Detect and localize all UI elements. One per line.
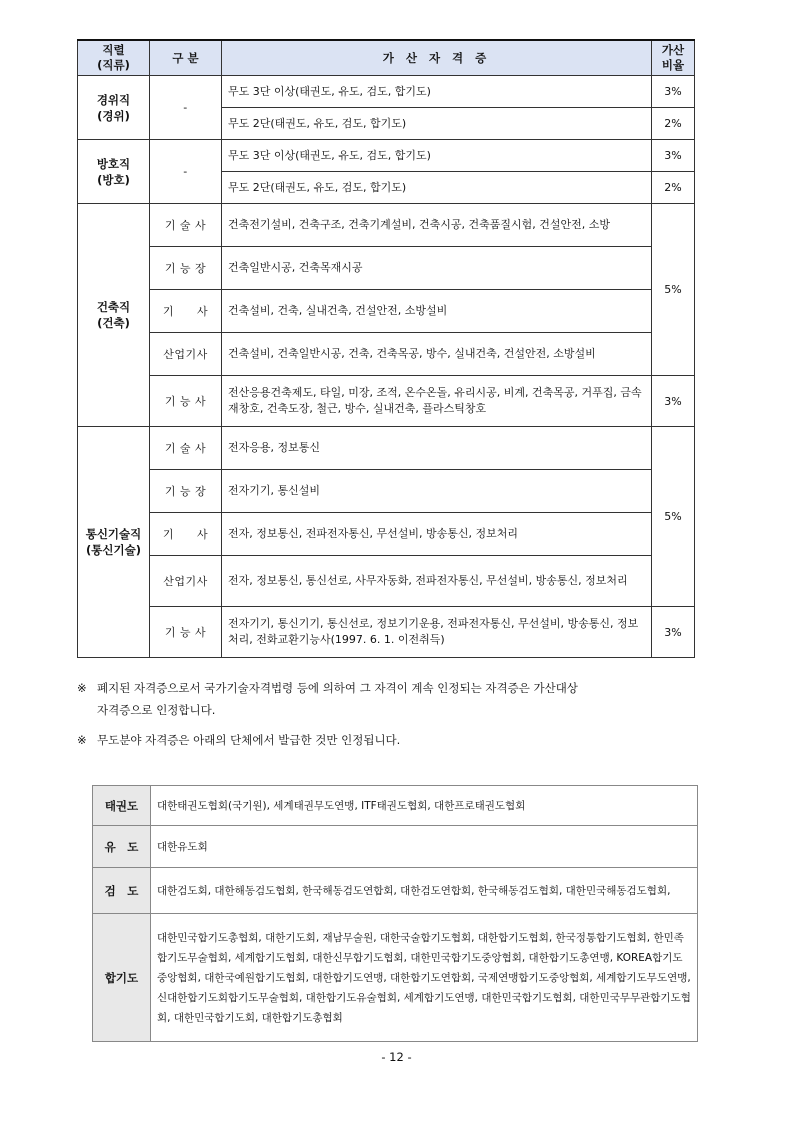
table-row: [93, 786, 698, 826]
table-row: [78, 204, 695, 247]
rate-cell: 3%: [652, 140, 695, 172]
certificate-cell: 전자기기, 통신설비: [222, 470, 652, 513]
table-row: [78, 140, 695, 172]
rate-cell: 3%: [652, 376, 695, 427]
category-cell: 기 능 장: [150, 247, 222, 290]
table-row: [78, 556, 695, 607]
position-cell: 통신기술직 (통신기술): [78, 427, 150, 658]
certificate-cell: 무도 3단 이상(태권도, 유도, 검도, 합기도): [222, 140, 652, 172]
certificate-cell: 무도 3단 이상(태권도, 유도, 검도, 합기도): [222, 76, 652, 108]
category-cell: 기 능 사: [150, 607, 222, 658]
note-text: 폐지된 자격증으로서 국가기술자격법령 등에 의하여 그 자격이 계속 인정되는 자격증은 가산대상: [97, 681, 578, 695]
sport-label: 검 도: [93, 868, 151, 914]
sport-label: 유 도: [93, 826, 151, 868]
category-cell: 산업기사: [150, 333, 222, 376]
note-mark: ※: [77, 733, 87, 747]
certificate-cell: 전산응용건축제도, 타일, 미장, 조적, 온수온돌, 유리시공, 비계, 건축목공, 거푸집, 금속재창호, 건축도장, 철근, 방수, 실내건축, 플라스틱창호: [222, 376, 652, 427]
table-row: [78, 376, 695, 427]
category-cell: 기 사: [150, 513, 222, 556]
certificate-cell: 무도 2단(태권도, 유도, 검도, 합기도): [222, 172, 652, 204]
certificate-cell: 전자, 정보통신, 통신선로, 사무자동화, 전파전자통신, 무선설비, 방송통신, 정보처리: [222, 556, 652, 607]
organization-list: 대한민국합기도총협회, 대한기도회, 재남무술원, 대한국술합기도협회, 대한합기도협회, 한국정통합기도협회, 한민족합기도무술협회, 세계합기도협회, 대한신무합기도협회, 대한민국합기도중앙협회, 대한합기도총연맹, KOREA합기도중앙협회, 대한국예원합기도협회, 대한합기도연맹, 대한합기도연합회, 국제연맹합기도중앙협회, 세계합기도무도연맹, 신대한합기도회합기도무술협회, 대한합기도유술협회, 세계합기도연맹, 대한민국합기도협회, 대한민국무무관합기도협회, 대한민국합기도회, 대한합기도총협회: [151, 914, 698, 1042]
position-cell: 방호직 (방호): [78, 140, 150, 204]
table-row: [93, 826, 698, 868]
note-text: 무도분야 자격증은 아래의 단체에서 발급한 것만 인정됩니다.: [97, 733, 401, 747]
note-abolished-certificates: [77, 677, 707, 721]
header-position: 직렬 (직류): [78, 40, 150, 76]
category-cell: 기 능 사: [150, 376, 222, 427]
category-cell: 기 능 장: [150, 470, 222, 513]
sport-label: 태권도: [93, 786, 151, 826]
organization-list: 대한유도회: [151, 826, 698, 868]
certificate-cell: 건축설비, 건축, 실내건축, 건설안전, 소방설비: [222, 290, 652, 333]
rate-cell: 2%: [652, 172, 695, 204]
header-category: 구 분: [150, 40, 222, 76]
note-mark: ※: [77, 681, 87, 695]
organization-list: 대한검도회, 대한해동검도협회, 한국해동검도연합회, 대한검도연합회, 한국해동검도협회, 대한민국해동검도협회,: [151, 868, 698, 914]
certificate-cell: 건축설비, 건축일반시공, 건축, 건축목공, 방수, 실내건축, 건설안전, 소방설비: [222, 333, 652, 376]
table-row: [78, 427, 695, 470]
page-number: - 12 -: [381, 1050, 412, 1064]
category-cell: 기 사: [150, 290, 222, 333]
category-cell: -: [150, 76, 222, 140]
certificate-cell: 무도 2단(태권도, 유도, 검도, 합기도): [222, 108, 652, 140]
sport-label: 합기도: [93, 914, 151, 1042]
category-cell: 기 술 사: [150, 204, 222, 247]
rate-cell: 3%: [652, 607, 695, 658]
table-row: [78, 290, 695, 333]
category-cell: 산업기사: [150, 556, 222, 607]
table-header-row: [78, 40, 695, 76]
header-certificates: 가 산 자 격 증: [222, 40, 652, 76]
table-row: [78, 247, 695, 290]
table-row: [78, 470, 695, 513]
position-cell: 건축직 (건축): [78, 204, 150, 427]
header-rate: 가산 비율: [652, 40, 695, 76]
martial-arts-organizations-table: [92, 785, 698, 1042]
rate-cell: 5%: [652, 204, 695, 376]
table-row: [93, 868, 698, 914]
rate-cell: 3%: [652, 76, 695, 108]
table-row: [78, 333, 695, 376]
note-martial-arts: [77, 729, 707, 751]
certificate-cell: 건축일반시공, 건축목재시공: [222, 247, 652, 290]
certificate-cell: 전자응용, 정보통신: [222, 427, 652, 470]
rate-cell: 2%: [652, 108, 695, 140]
table-row: [78, 76, 695, 108]
bonus-certificate-table: [77, 39, 695, 658]
organization-list: 대한태권도협회(국기원), 세계태권무도연맹, ITF태권도협회, 대한프로태권도협회: [151, 786, 698, 826]
category-cell: -: [150, 140, 222, 204]
position-cell: 경위직 (경위): [78, 76, 150, 140]
table-row: [93, 914, 698, 1042]
rate-cell: 5%: [652, 427, 695, 607]
table-row: [78, 513, 695, 556]
table-row: [78, 607, 695, 658]
certificate-cell: 전자, 정보통신, 전파전자통신, 무선설비, 방송통신, 정보처리: [222, 513, 652, 556]
certificate-cell: 건축전기설비, 건축구조, 건축기계설비, 건축시공, 건축품질시험, 건설안전, 소방: [222, 204, 652, 247]
certificate-cell: 전자기기, 통신기기, 통신선로, 정보기기운용, 전파전자통신, 무선설비, 방송통신, 정보처리, 전화교환기능사(1997. 6. 1. 이전취득): [222, 607, 652, 658]
category-cell: 기 술 사: [150, 427, 222, 470]
note-text: 자격증으로 인정합니다.: [97, 703, 216, 717]
